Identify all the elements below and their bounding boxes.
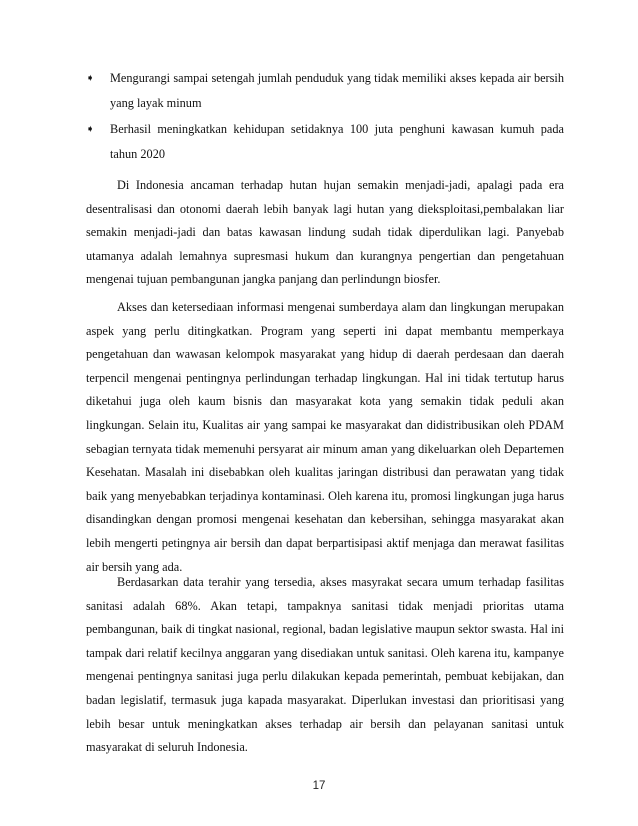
bullet-list [86,66,564,168]
paragraph-text: Di Indonesia ancaman terhadap hutan hujan semakin menjadi-jadi, apalagi pada era desentralisasi dan otonomi daerah lebih banyak lagi hutan yang dieksploitasi,pembalakan liar semakin menjadi-jadi dan batas kawasan lindung sudah tidak diperdulikan lagi. Panyebab utamanya adalah lemahnya supresmasi hukum dan kurangnya pengertian dan pengetahuan mengenai tujuan pembangunan jangka panjang dan perlindungn biosfer. [86,178,564,287]
bullet-item [86,66,564,116]
arrow-bullet-icon: ➧ [86,73,95,84]
paragraph-text: Akses dan ketersediaan informasi mengenai sumberdaya alam dan lingkungan merupakan aspek yang perlu ditingkatkan. Program yang seperti ini dapat membantu memperkaya pengetahuan dan wawasan kelompok masyarakat yang hidup di daerah perdesaan dan daerah terpencil mengenai pentingnya perlindungan terhadap lingkungan. Hal ini tidak tertutup harus diketahui juga oleh kaum bisnis dan masyarakat kota yang semakin tidak peduli akan lingkungan. Selain itu, Kualitas air yang sampai ke masyarakat dan didistribusikan oleh PDAM sebagian ternyata tidak memenuhi persyarat air minum aman yang dikeluarkan oleh Departemen Kesehatan. Masalah ini disebabkan oleh kualitas jaringan distribusi dan perawatan yang tidak baik yang menyebabkan terjadinya kontaminasi. Oleh karena itu, promosi lingkungan juga harus disandingkan dengan promosi mengenai kesehatan dan kebersihan, sehingga masyarakat akan lebih mengerti petingnya air bersih dan dapat berpartisipasi aktif menjaga dan merawat fasilitas air bersih yang ada. [86,300,564,574]
bullet-item [86,117,564,167]
paragraph-akses-informasi [86,296,564,579]
page-number: 17 [312,780,326,792]
arrow-bullet-icon: ➧ [86,124,95,135]
paragraph-hutan [86,174,564,292]
bullet-text: Mengurangi sampai setengah jumlah penduduk yang tidak memiliki akses kepada air bersih yang layak minum [110,71,564,110]
paragraph-sanitasi [86,571,564,760]
bullet-text: Berhasil meningkatkan kehidupan setidaknya 100 juta penghuni kawasan kumuh pada tahun 2020 [110,122,564,161]
paragraph-text: Berdasarkan data terahir yang tersedia, akses masyrakat secara umum terhadap fasilitas sanitasi adalah 68%. Akan tetapi, tampaknya sanitasi tidak menjadi prioritas utama pembangunan, baik di tingkat nasional, regional, badan legislative maupun sektor swasta. Hal ini tampak dari relatif kecilnya anggaran yang disediakan untuk sanitasi. Oleh karena itu, kampanye mengenai pentingnya sanitasi juga perlu dilakukan kepada pemerintah, pembuat kebijakan, dan badan legislatif, termasuk juga kapada masyarakat. Diperlukan investasi dan prioritisasi yang lebih besar untuk meningkatkan akses terhadap air bersih dan pelayanan sanitasi untuk masyarakat di seluruh Indonesia. [86,575,564,755]
